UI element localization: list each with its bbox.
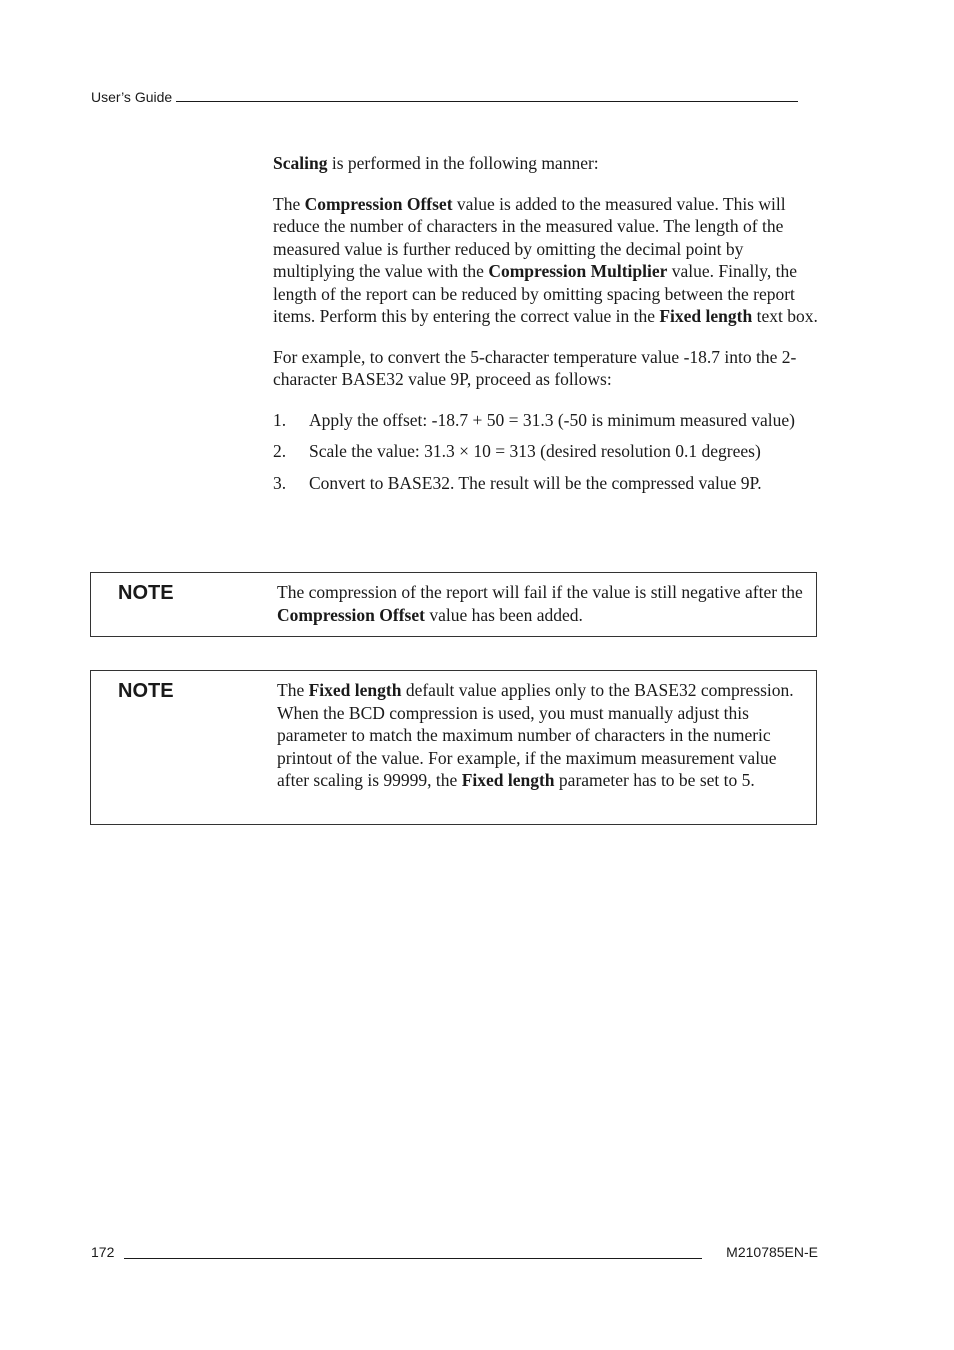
- intro-text: is performed in the following manner:: [327, 153, 599, 173]
- bold-term: Fixed length: [461, 770, 555, 790]
- text-run: value. Finally, the length of the report can be reduced by omitting spacing between the report items. Perform this by entering the correct value in the: [273, 261, 797, 326]
- step-number: 2.: [273, 441, 287, 461]
- step-text: Convert to BASE32. The result will be the compressed value 9P.: [309, 472, 762, 493]
- page-header: [91, 87, 811, 105]
- note-label: NOTE: [118, 680, 174, 702]
- page-footer: [91, 1243, 818, 1261]
- document-code: M210785EN-E: [726, 1244, 818, 1260]
- text-run: The: [277, 680, 309, 700]
- list-item: [273, 440, 818, 463]
- text-run: value is added to the measured value. This will reduce the number of characters in the measured value. The length of the measured value is further reduced by omitting the decimal point by multiplying the value with the: [273, 193, 786, 281]
- footer-rule: [124, 1243, 702, 1259]
- step-number: 3.: [273, 472, 287, 493]
- text-run: default value applies only to the BASE32 compression. When the BCD compression is used, you must manually adjust this parameter to match the maximum number of characters in the numeric printout of the value. For example, if the maximum measurement value after scaling is 99999, the: [277, 680, 794, 790]
- compression-paragraph: [273, 193, 818, 328]
- steps-list: [273, 409, 818, 495]
- example-paragraph: For example, to convert the 5-character temperature value -18.7 into the 2-character BASE32 value 9P, proceed as follows:: [273, 346, 797, 389]
- text-run: text box.: [752, 306, 818, 326]
- step-number: 1.: [273, 409, 287, 430]
- bold-term: Fixed length: [308, 680, 402, 700]
- bold-term: Compression Multiplier: [488, 261, 668, 281]
- step-text: Apply the offset: -18.7 + 50 = 31.3 (-50 is minimum measured value): [309, 409, 796, 430]
- note-text: [277, 581, 812, 626]
- text-run: value has been added.: [424, 604, 583, 625]
- bold-term: Compression Offset: [277, 604, 425, 625]
- text-run: The compression of the report will fail if the value is still negative after the: [277, 582, 803, 602]
- bold-term: Compression Offset: [304, 193, 453, 214]
- note-box-compression: [90, 572, 817, 637]
- intro-paragraph: [273, 152, 818, 175]
- header-title: User’s Guide: [91, 89, 173, 105]
- intro-bold-term: Scaling: [273, 153, 328, 173]
- header-rule: [176, 87, 798, 102]
- note-label: NOTE: [118, 582, 174, 604]
- main-content: [273, 152, 818, 503]
- note-text: [277, 679, 812, 792]
- list-item: [273, 472, 818, 495]
- list-item: [273, 409, 818, 432]
- text-run: parameter has to be set to 5.: [554, 770, 755, 790]
- step-text: Scale the value: 31.3 × 10 = 313 (desired resolution 0.1 degrees): [309, 441, 761, 461]
- bold-term: Fixed length: [659, 306, 753, 326]
- page-number: 172: [91, 1244, 115, 1260]
- note-box-fixed-length: [90, 670, 817, 825]
- text-run: The: [273, 193, 305, 214]
